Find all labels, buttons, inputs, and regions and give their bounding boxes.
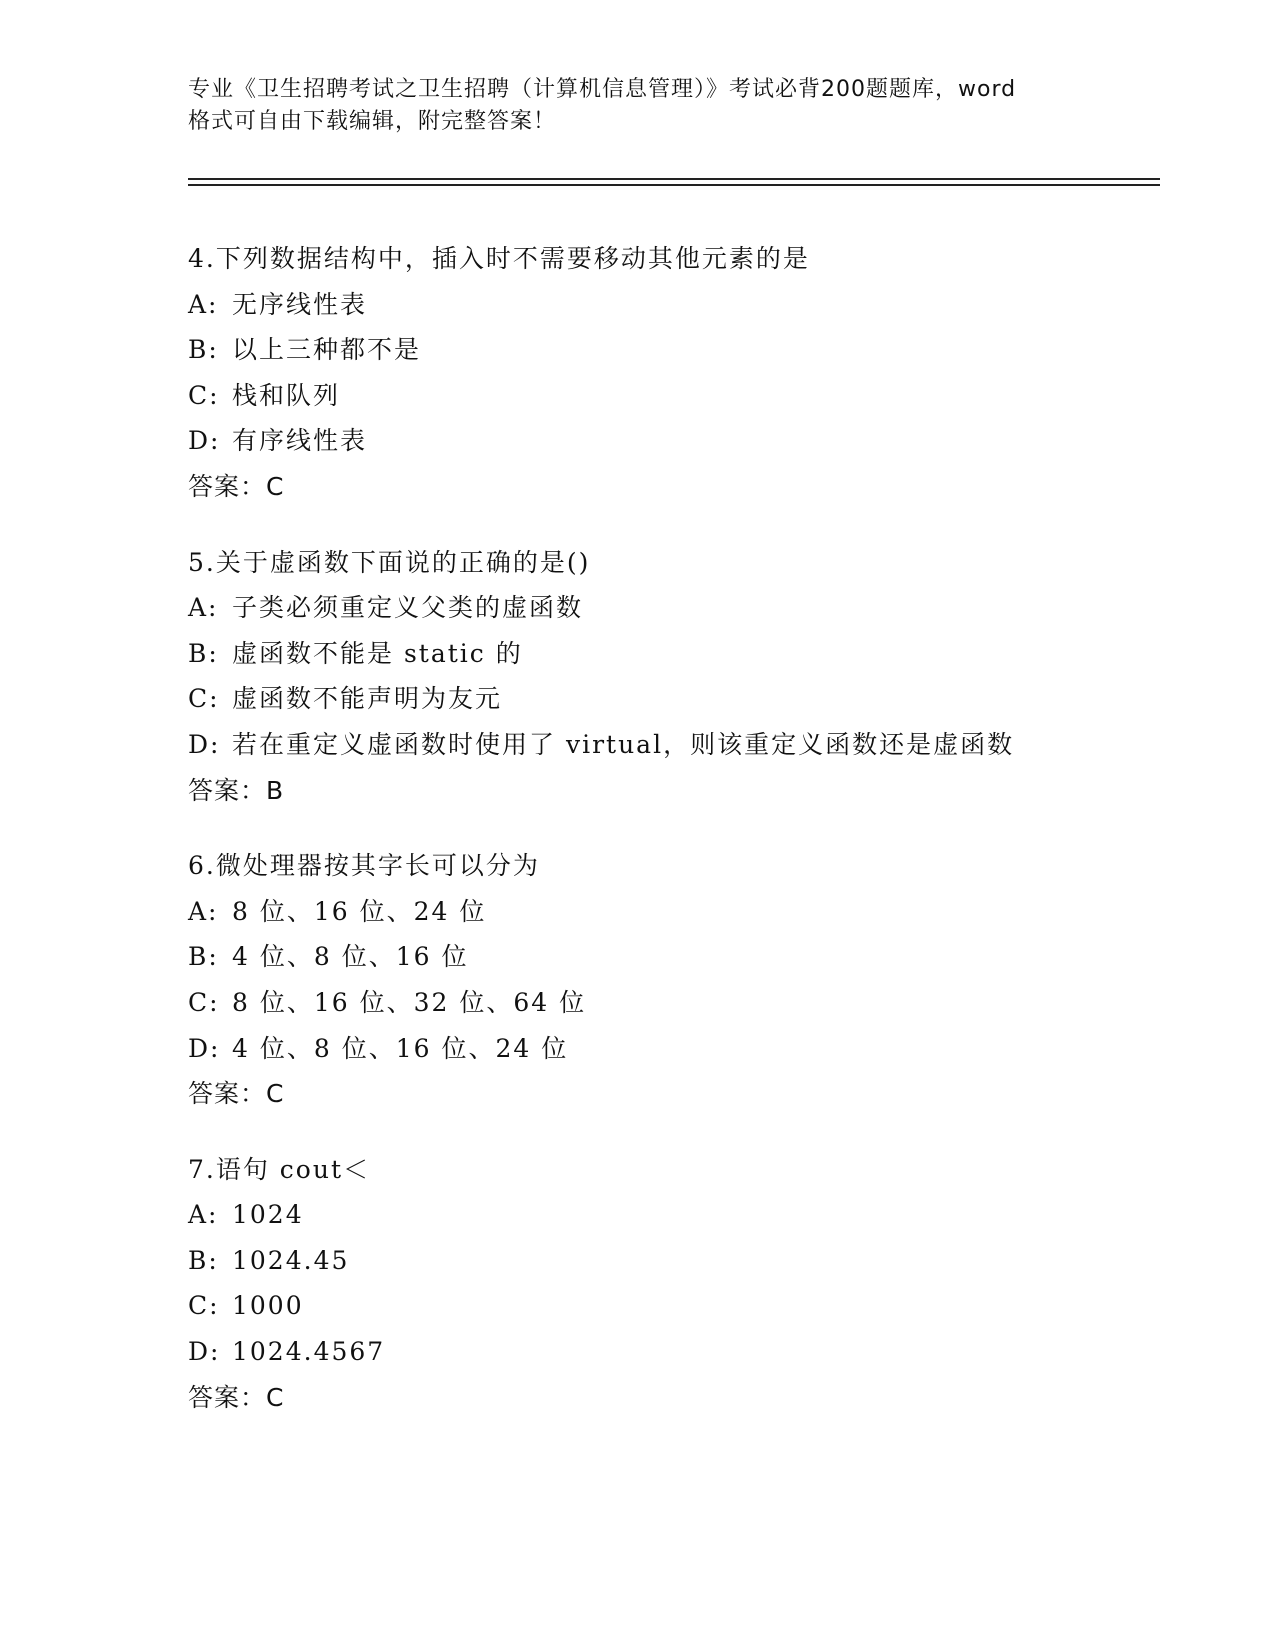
option-d [188, 418, 1188, 464]
option-d [188, 1026, 1188, 1072]
option-text: 虚函数不能声明为友元 [232, 684, 503, 714]
answer-line: 答案：B [188, 775, 285, 805]
option-letter: A: [188, 1200, 219, 1230]
option-text: 1000 [232, 1291, 304, 1321]
option-d [188, 722, 1188, 768]
option-text: 有序线性表 [232, 426, 368, 456]
question-stem: 5.关于虚函数下面说的正确的是() [188, 547, 591, 577]
option-text: 以上三种都不是 [232, 335, 422, 365]
option-text: 无序线性表 [232, 289, 368, 319]
option-text: 4 位、8 位、16 位 [232, 942, 469, 972]
question-stem: 4.下列数据结构中，插入时不需要移动其他元素的是 [188, 244, 810, 273]
option-letter: A: [188, 896, 219, 926]
option-text: 虚函数不能是 static 的 [232, 638, 523, 668]
option-a [188, 889, 1188, 935]
question-stem: 6.微处理器按其字长可以分为 [188, 851, 540, 881]
header-divider-top [188, 178, 1160, 180]
header-divider-bottom [188, 184, 1160, 186]
option-b [188, 327, 1188, 373]
header-title-line-2: 格式可自由下载编辑，附完整答案！ [188, 109, 557, 134]
option-letter: B: [188, 638, 219, 668]
option-text: 1024.45 [232, 1245, 350, 1275]
answer-line: 答案：C [188, 471, 285, 501]
option-letter: A: [188, 289, 219, 319]
question-stem: 7.语句 cout＜ [188, 1154, 370, 1184]
option-text: 栈和队列 [232, 380, 341, 410]
option-text: 1024 [232, 1200, 304, 1230]
option-b [188, 631, 1188, 677]
option-text: 1024.4567 [232, 1337, 386, 1367]
document-header [188, 74, 1088, 138]
answer-line: 答案：C [188, 1382, 285, 1412]
option-text: 若在重定义虚函数时使用了 virtual，则该重定义函数还是虚函数 [232, 729, 1015, 759]
option-text: 8 位、16 位、32 位、64 位 [232, 987, 587, 1017]
question-6 [188, 843, 1188, 1117]
option-letter: C: [188, 684, 220, 714]
option-text: 子类必须重定义父类的虚函数 [232, 593, 584, 623]
option-a [188, 282, 1188, 328]
option-c [188, 1283, 1188, 1329]
option-text: 4 位、8 位、16 位、24 位 [232, 1033, 569, 1063]
option-letter: D: [188, 426, 221, 456]
option-letter: D: [188, 1033, 221, 1063]
option-b [188, 1238, 1188, 1284]
option-letter: D: [188, 1337, 221, 1367]
question-7 [188, 1147, 1188, 1421]
option-letter: C: [188, 380, 220, 410]
question-5 [188, 540, 1188, 814]
question-4 [188, 236, 1188, 510]
option-a [188, 585, 1188, 631]
answer-line: 答案：C [188, 1079, 285, 1109]
option-c [188, 373, 1188, 419]
option-b [188, 934, 1188, 980]
option-c [188, 676, 1188, 722]
option-letter: B: [188, 942, 219, 972]
option-letter: C: [188, 1291, 220, 1321]
question-list [188, 236, 1188, 1450]
option-d [188, 1329, 1188, 1375]
option-c [188, 980, 1188, 1026]
option-letter: D: [188, 729, 221, 759]
option-letter: B: [188, 1245, 219, 1275]
option-letter: A: [188, 593, 219, 623]
option-letter: C: [188, 987, 220, 1017]
option-a [188, 1192, 1188, 1238]
header-title-line-1: 专业《卫生招聘考试之卫生招聘（计算机信息管理）》考试必背200题题库，word [188, 77, 1017, 102]
option-letter: B: [188, 335, 219, 365]
option-text: 8 位、16 位、24 位 [232, 896, 487, 926]
